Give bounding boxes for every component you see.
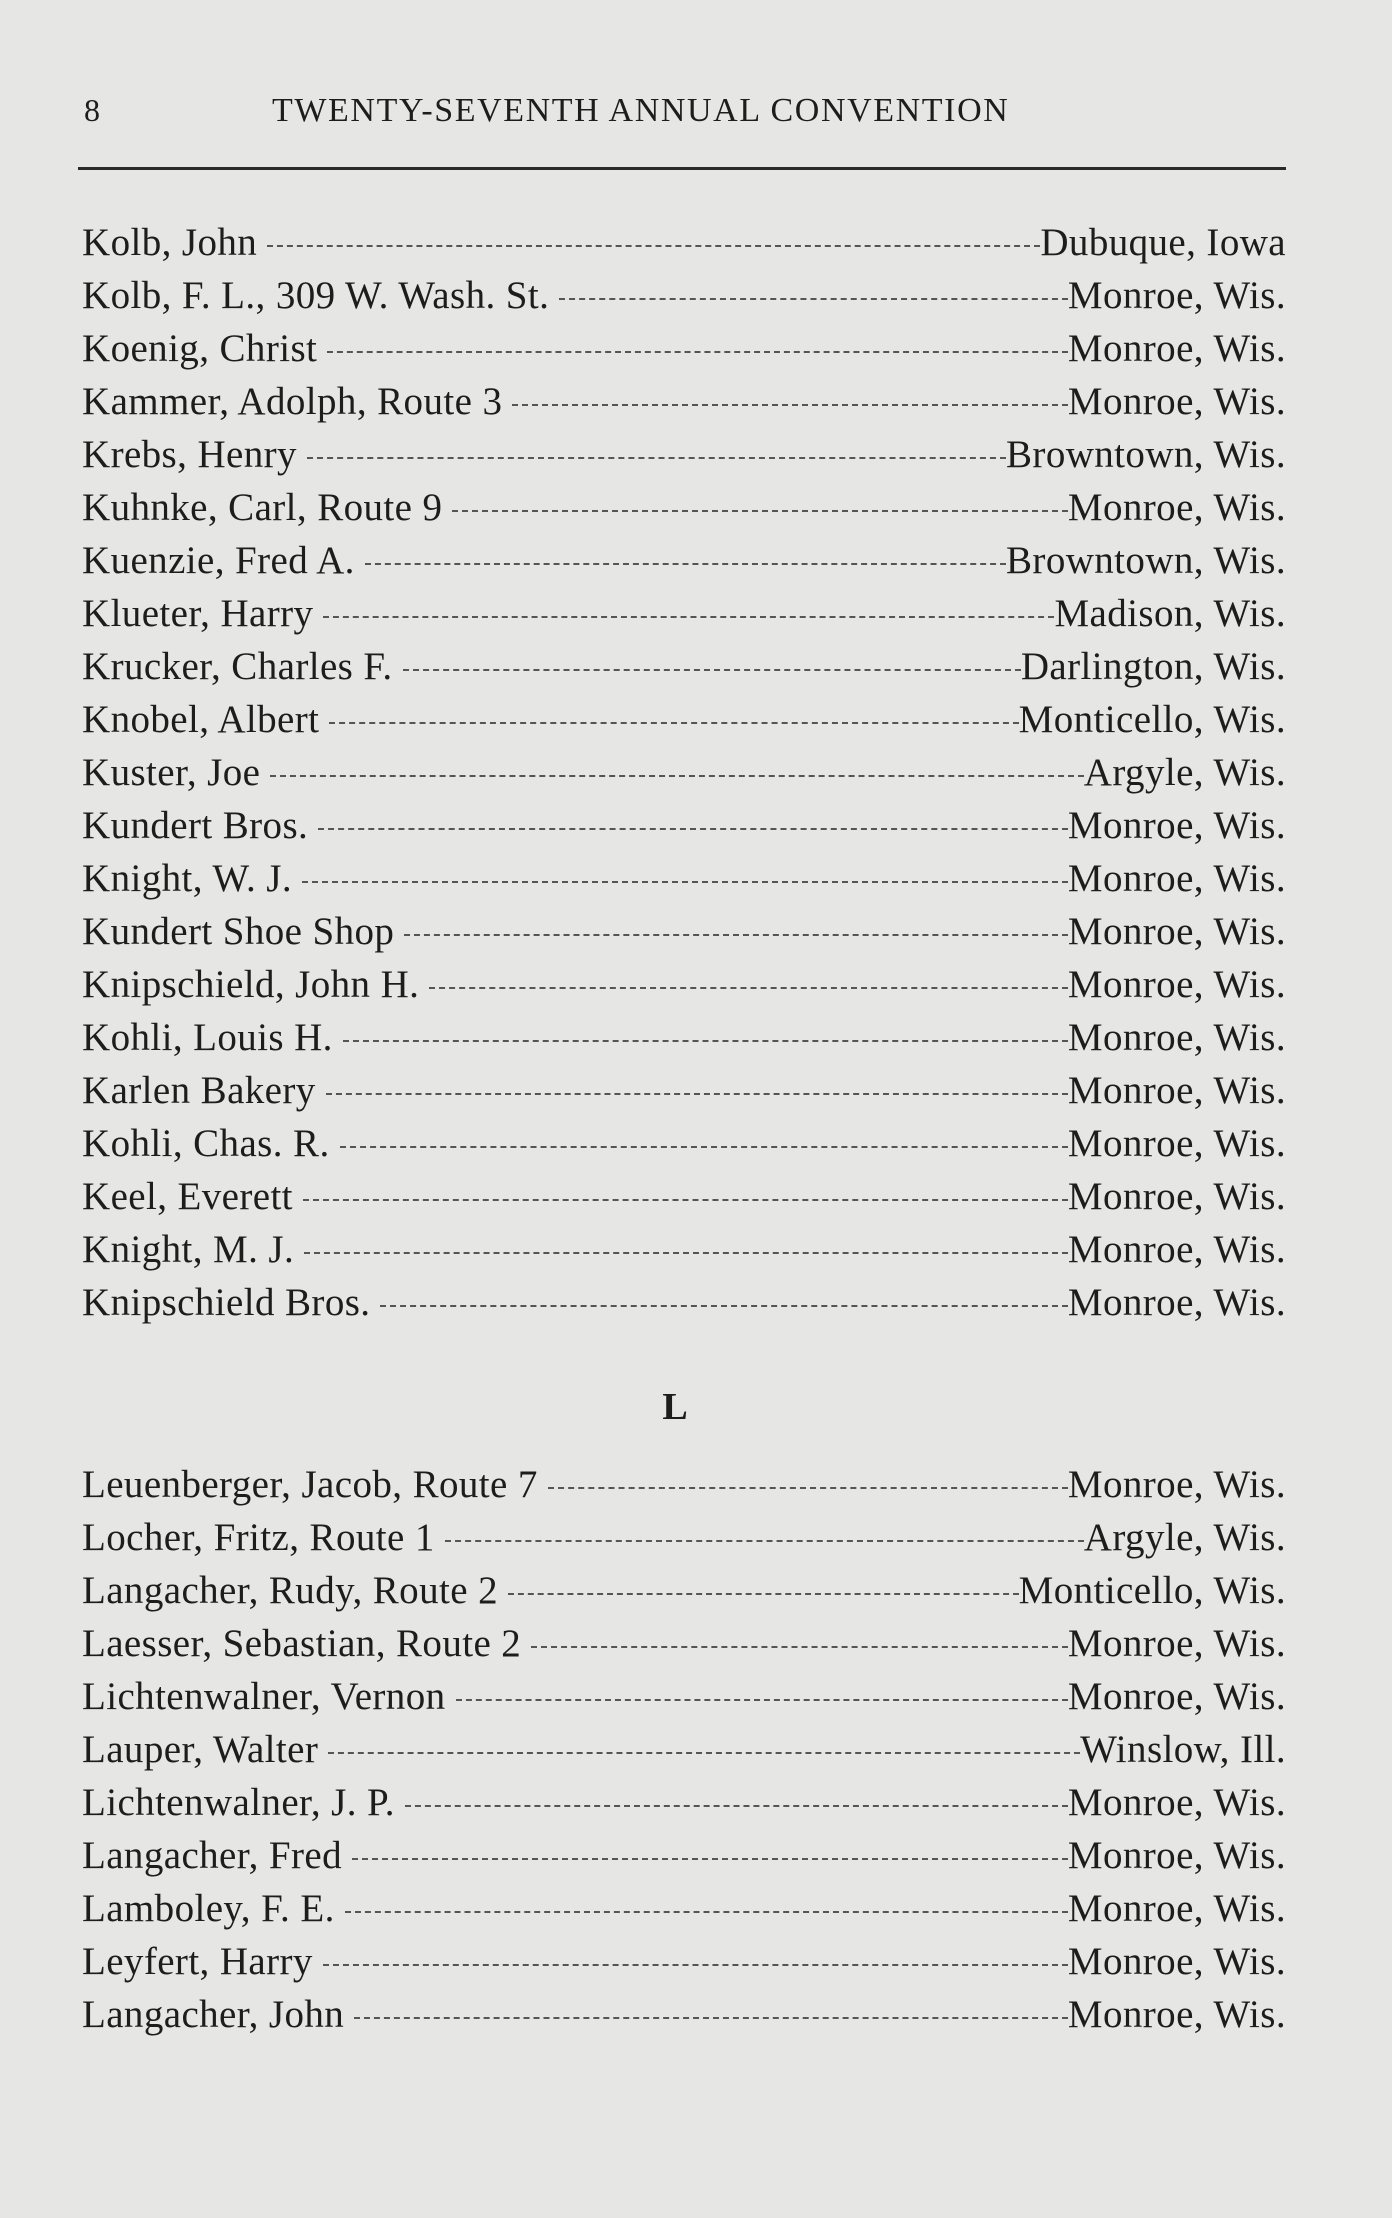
list-item — [82, 216, 1286, 269]
entry-name: Kuhnke, Carl, Route 9 — [82, 486, 443, 529]
entry-location: Monroe, Wis. — [1067, 963, 1286, 1006]
entry-location: Winslow, Ill. — [1080, 1728, 1286, 1771]
entry-name: Langacher, Rudy, Route 2 — [82, 1569, 498, 1612]
entry-location: Monroe, Wis. — [1067, 1228, 1286, 1271]
list-item — [82, 640, 1286, 693]
section-heading-l: L — [662, 1386, 688, 1428]
entry-location: Monroe, Wis. — [1067, 804, 1286, 847]
entry-location: Monroe, Wis. — [1067, 1016, 1286, 1059]
entry-location: Monroe, Wis. — [1067, 274, 1286, 317]
entry-name: Kuenzie, Fred A. — [82, 539, 355, 582]
entry-location: Monroe, Wis. — [1067, 1463, 1286, 1506]
header-rule — [78, 167, 1286, 170]
entry-name: Langacher, John — [82, 1993, 345, 2036]
list-item — [82, 269, 1286, 322]
entry-name: Knight, M. J. — [82, 1228, 295, 1271]
list-item — [82, 1170, 1286, 1223]
entry-name: Kundert Bros. — [82, 804, 309, 847]
list-item — [82, 905, 1286, 958]
list-item — [82, 428, 1286, 481]
entry-location: Monroe, Wis. — [1067, 327, 1286, 370]
entry-name: Knight, W. J. — [82, 857, 292, 900]
entry-name: Kohli, Chas. R. — [82, 1122, 330, 1165]
entry-location: Monroe, Wis. — [1067, 1887, 1286, 1930]
list-item — [82, 1723, 1286, 1776]
list-item — [82, 1829, 1286, 1882]
dot-leader — [403, 669, 1021, 671]
list-item — [82, 1776, 1286, 1829]
entry-name: Klueter, Harry — [82, 592, 314, 635]
dot-leader — [345, 1911, 1068, 1913]
list-item — [82, 1011, 1286, 1064]
list-item — [82, 322, 1286, 375]
list-item — [82, 799, 1286, 852]
running-title: TWENTY-SEVENTH ANNUAL CONVENTION — [272, 92, 1010, 129]
dot-leader — [445, 1540, 1084, 1542]
list-item — [82, 375, 1286, 428]
entry-name: Karlen Bakery — [82, 1069, 316, 1112]
entry-name: Kolb, F. L., 309 W. Wash. St. — [82, 274, 550, 317]
entry-location: Monroe, Wis. — [1067, 1675, 1286, 1718]
entry-name: Keel, Everett — [82, 1175, 293, 1218]
dot-leader — [354, 2017, 1068, 2019]
dot-leader — [303, 1199, 1068, 1201]
list-item — [82, 693, 1286, 746]
dot-leader — [405, 1805, 1068, 1807]
list-item — [82, 958, 1286, 1011]
dot-leader — [508, 1593, 1019, 1595]
list-item — [82, 1511, 1286, 1564]
dot-leader — [512, 404, 1068, 406]
dot-leader — [531, 1646, 1068, 1648]
dot-leader — [352, 1858, 1068, 1860]
list-item — [82, 481, 1286, 534]
list-item — [82, 534, 1286, 587]
section-k-list — [82, 216, 1286, 1329]
entry-location: Monroe, Wis. — [1067, 1781, 1286, 1824]
entry-location: Monroe, Wis. — [1067, 1622, 1286, 1665]
page-number: 8 — [84, 92, 101, 128]
entry-name: Krucker, Charles F. — [82, 645, 393, 688]
dot-leader — [456, 1699, 1068, 1701]
entry-location: Monroe, Wis. — [1067, 1069, 1286, 1112]
entry-location: Argyle, Wis. — [1083, 751, 1286, 794]
entry-location: Darlington, Wis. — [1020, 645, 1286, 688]
entry-location: Browntown, Wis. — [1006, 539, 1286, 582]
list-item — [82, 1935, 1286, 1988]
section-l-list — [82, 1458, 1286, 2041]
dot-leader — [365, 563, 1006, 565]
entry-location: Monroe, Wis. — [1067, 1281, 1286, 1324]
list-item — [82, 1458, 1286, 1511]
entry-location: Monroe, Wis. — [1067, 380, 1286, 423]
dot-leader — [323, 1964, 1068, 1966]
list-item — [82, 1064, 1286, 1117]
entry-location: Browntown, Wis. — [1006, 433, 1286, 476]
dot-leader — [323, 616, 1054, 618]
entry-name: Lichtenwalner, Vernon — [82, 1675, 446, 1718]
list-item — [82, 1223, 1286, 1276]
entry-location: Monroe, Wis. — [1067, 857, 1286, 900]
entry-name: Kammer, Adolph, Route 3 — [82, 380, 503, 423]
entry-location: Monroe, Wis. — [1067, 1122, 1286, 1165]
entry-name: Koenig, Christ — [82, 327, 318, 370]
list-item — [82, 1988, 1286, 2041]
dot-leader — [328, 1752, 1080, 1754]
entry-name: Lichtenwalner, J. P. — [82, 1781, 395, 1824]
entry-name: Kohli, Louis H. — [82, 1016, 333, 1059]
entry-name: Langacher, Fred — [82, 1834, 342, 1877]
dot-leader — [404, 934, 1068, 936]
dot-leader — [452, 510, 1067, 512]
list-item — [82, 746, 1286, 799]
entry-location: Monroe, Wis. — [1067, 1993, 1286, 2036]
entry-location: Monroe, Wis. — [1067, 1834, 1286, 1877]
entry-name: Locher, Fritz, Route 1 — [82, 1516, 435, 1559]
entry-location: Monroe, Wis. — [1067, 1940, 1286, 1983]
entry-name: Lauper, Walter — [82, 1728, 319, 1771]
entry-name: Lamboley, F. E. — [82, 1887, 335, 1930]
entry-name: Leyfert, Harry — [82, 1940, 313, 1983]
entry-name: Laesser, Sebastian, Route 2 — [82, 1622, 522, 1665]
entry-name: Leuenberger, Jacob, Route 7 — [82, 1463, 538, 1506]
list-item — [82, 1882, 1286, 1935]
dot-leader — [559, 298, 1068, 300]
dot-leader — [548, 1487, 1068, 1489]
dot-leader — [326, 1093, 1068, 1095]
list-item — [82, 1117, 1286, 1170]
entry-location: Monroe, Wis. — [1067, 910, 1286, 953]
list-item — [82, 1276, 1286, 1329]
dot-leader — [302, 881, 1068, 883]
entry-location: Monroe, Wis. — [1067, 1175, 1286, 1218]
dot-leader — [380, 1305, 1067, 1307]
entry-location: Monticello, Wis. — [1018, 698, 1286, 741]
list-item — [82, 1670, 1286, 1723]
dot-leader — [343, 1040, 1068, 1042]
dot-leader — [429, 987, 1068, 989]
entry-name: Krebs, Henry — [82, 433, 297, 476]
list-item — [82, 1617, 1286, 1670]
entry-name: Knipschield Bros. — [82, 1281, 371, 1324]
entry-name: Knipschield, John H. — [82, 963, 420, 1006]
dot-leader — [267, 245, 1040, 247]
dot-leader — [270, 775, 1083, 777]
entry-name: Knobel, Albert — [82, 698, 320, 741]
dot-leader — [304, 1252, 1068, 1254]
dot-leader — [327, 351, 1068, 353]
page-header — [84, 88, 1284, 138]
entry-location: Dubuque, Iowa — [1040, 221, 1286, 264]
list-item — [82, 587, 1286, 640]
entry-location: Monroe, Wis. — [1067, 486, 1286, 529]
dot-leader — [307, 457, 1006, 459]
entry-location: Argyle, Wis. — [1083, 1516, 1286, 1559]
list-item — [82, 852, 1286, 905]
list-item — [82, 1564, 1286, 1617]
entry-name: Kolb, John — [82, 221, 258, 264]
entry-location: Monticello, Wis. — [1018, 1569, 1286, 1612]
dot-leader — [340, 1146, 1068, 1148]
entry-name: Kuster, Joe — [82, 751, 261, 794]
dot-leader — [329, 722, 1018, 724]
dot-leader — [318, 828, 1068, 830]
entry-name: Kundert Shoe Shop — [82, 910, 395, 953]
entry-location: Madison, Wis. — [1054, 592, 1286, 635]
